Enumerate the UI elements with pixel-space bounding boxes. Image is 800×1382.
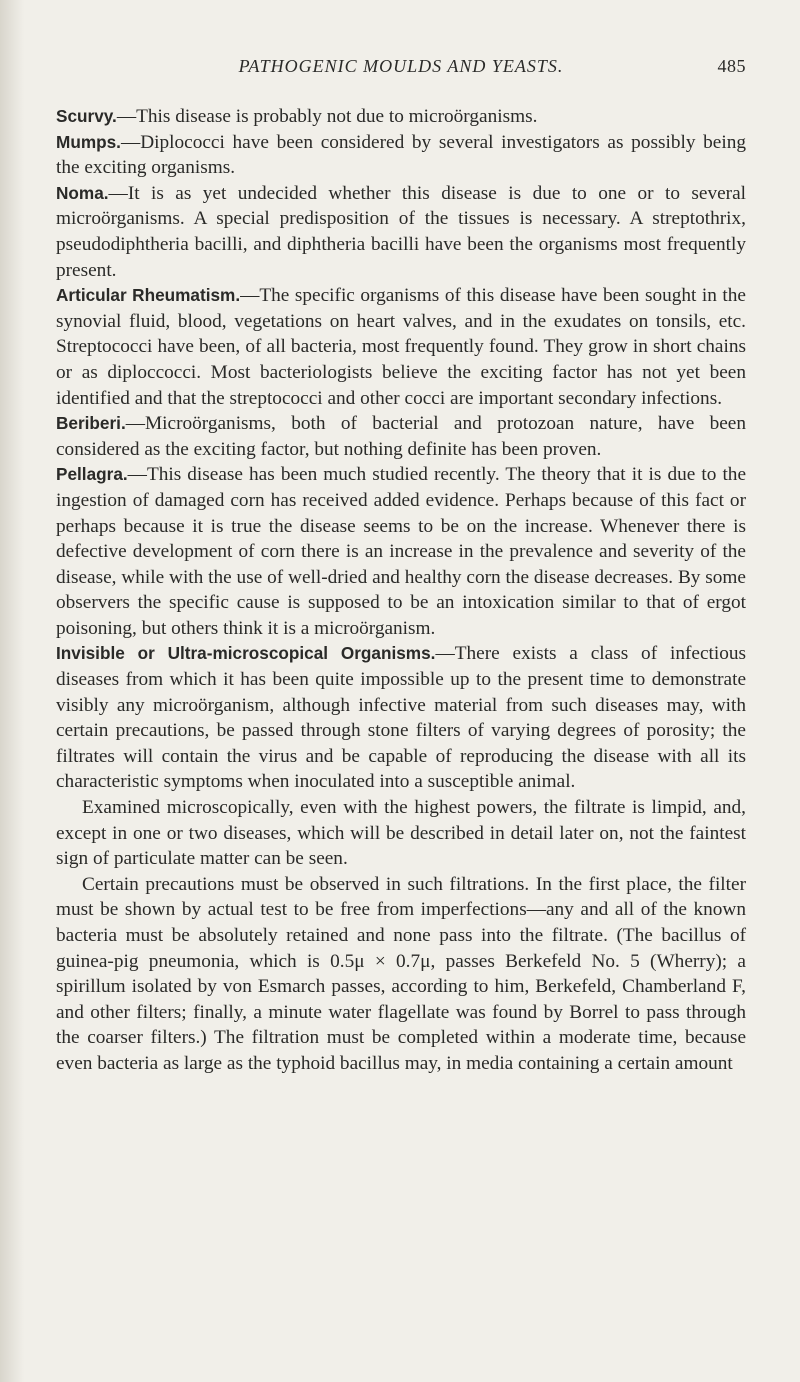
paragraph-pellagra bbox=[56, 462, 746, 641]
body-text bbox=[56, 104, 746, 1077]
running-header bbox=[56, 56, 746, 84]
paragraph-text: —Microörganisms, both of bacterial and protozoan nature, have been considered as the exciting factor, but nothing definite has been proven. bbox=[56, 413, 746, 460]
term-heading: Articular Rheumatism. bbox=[56, 285, 241, 306]
paragraph-text: —It is as yet undecided whether this disease is due to one or to several microörganisms. A special predisposition of the tissues is necessary. A streptothrix, pseudodiphtheria bacilli, and diphtheria bacilli have been the organisms most frequently present. bbox=[56, 182, 746, 281]
page-number: 485 bbox=[717, 56, 746, 76]
paragraph-examined-microscopically bbox=[56, 795, 746, 872]
term-heading: Beriberi. bbox=[56, 413, 126, 434]
paragraph-articular-rheumatism bbox=[56, 283, 746, 411]
term-heading: Noma. bbox=[56, 182, 109, 203]
term-heading: Invisible or Ultra-microscopical Organisms. bbox=[56, 643, 436, 664]
paragraph-text: —The specific organisms of this disease have been sought in the synovial fluid, blood, vegetations on heart valves, and in the exudates on tonsils, etc. Streptococci have been, of all bacteria, most frequently found. They grow in short chains or as diploccocci. Most bacteriologists believe the exciting factor has not yet been identified and that the streptococci and other cocci are important secondary infections. bbox=[56, 285, 746, 409]
term-heading: Pellagra. bbox=[56, 464, 128, 485]
paragraph-certain-precautions bbox=[56, 872, 746, 1077]
running-title: PATHOGENIC MOULDS AND YEASTS. bbox=[238, 56, 564, 76]
page-spine-shadow bbox=[0, 0, 24, 1382]
paragraph-mumps bbox=[56, 130, 746, 181]
paragraph-text: Examined microscopically, even with the highest powers, the filtrate is limpid, and, except in one or two diseases, which will be described in detail later on, not the faintest sign of particulate matter can be seen. bbox=[56, 797, 746, 870]
term-heading: Scurvy. bbox=[56, 106, 117, 126]
term-heading: Mumps. bbox=[56, 131, 121, 152]
paragraph-scurvy bbox=[56, 104, 746, 130]
paragraph-invisible-organisms bbox=[56, 641, 746, 795]
paragraph-text: Certain precautions must be observed in such filtrations. In the first place, the filter must be shown by actual test to be free from imperfections—any and all of the known bacteria must be absolutely retained and none pass into the filtrate. (The bacillus of guinea-pig pneumonia, which is 0.5μ × 0.7μ, passes Berkefeld No. 5 (Wherry); a spirillum isolated by von Esmarch passes, according to him, Berkefeld, Chamberland F, and other filters; finally, a minute water flagellate was found by Borrel to pass through the coarser filters.) The filtration must be completed within a moderate time, because even bacteria as large as the typhoid bacillus may, in media containing a certain amount bbox=[56, 873, 746, 1074]
paragraph-text: —Diplococci have been considered by several investigators as possibly being the exciting organisms. bbox=[56, 131, 746, 179]
paragraph-beriberi bbox=[56, 411, 746, 462]
paragraph-text: —This disease is probably not due to microörganisms. bbox=[116, 106, 538, 127]
paragraph-text: —There exists a class of infectious diseases from which it has been quite impossible up to the present time to demonstrate visibly any microörganism, although infective material from such diseases may, with certain precautions, be passed through stone filters of varying degrees of porosity; the filtrates will contain the virus and be capable of reproducing the disease with all its characteristic symptoms when inoculated into a susceptible animal. bbox=[56, 643, 747, 793]
paragraph-noma bbox=[56, 181, 746, 283]
paragraph-text: —This disease has been much studied recently. The theory that it is due to the ingestion of damaged corn has received added evidence. Perhaps because of this fact or perhaps because it is true the disease seems to be on the increase. Whenever there is defective development of corn there is an increase in the prevalence and severity of the disease, while with the use of well-dried and healthy corn the disease decreases. By some observers the specific cause is supposed to be an intoxication similar to that of ergot poisoning, but others think it is a microörganism. bbox=[56, 464, 746, 639]
